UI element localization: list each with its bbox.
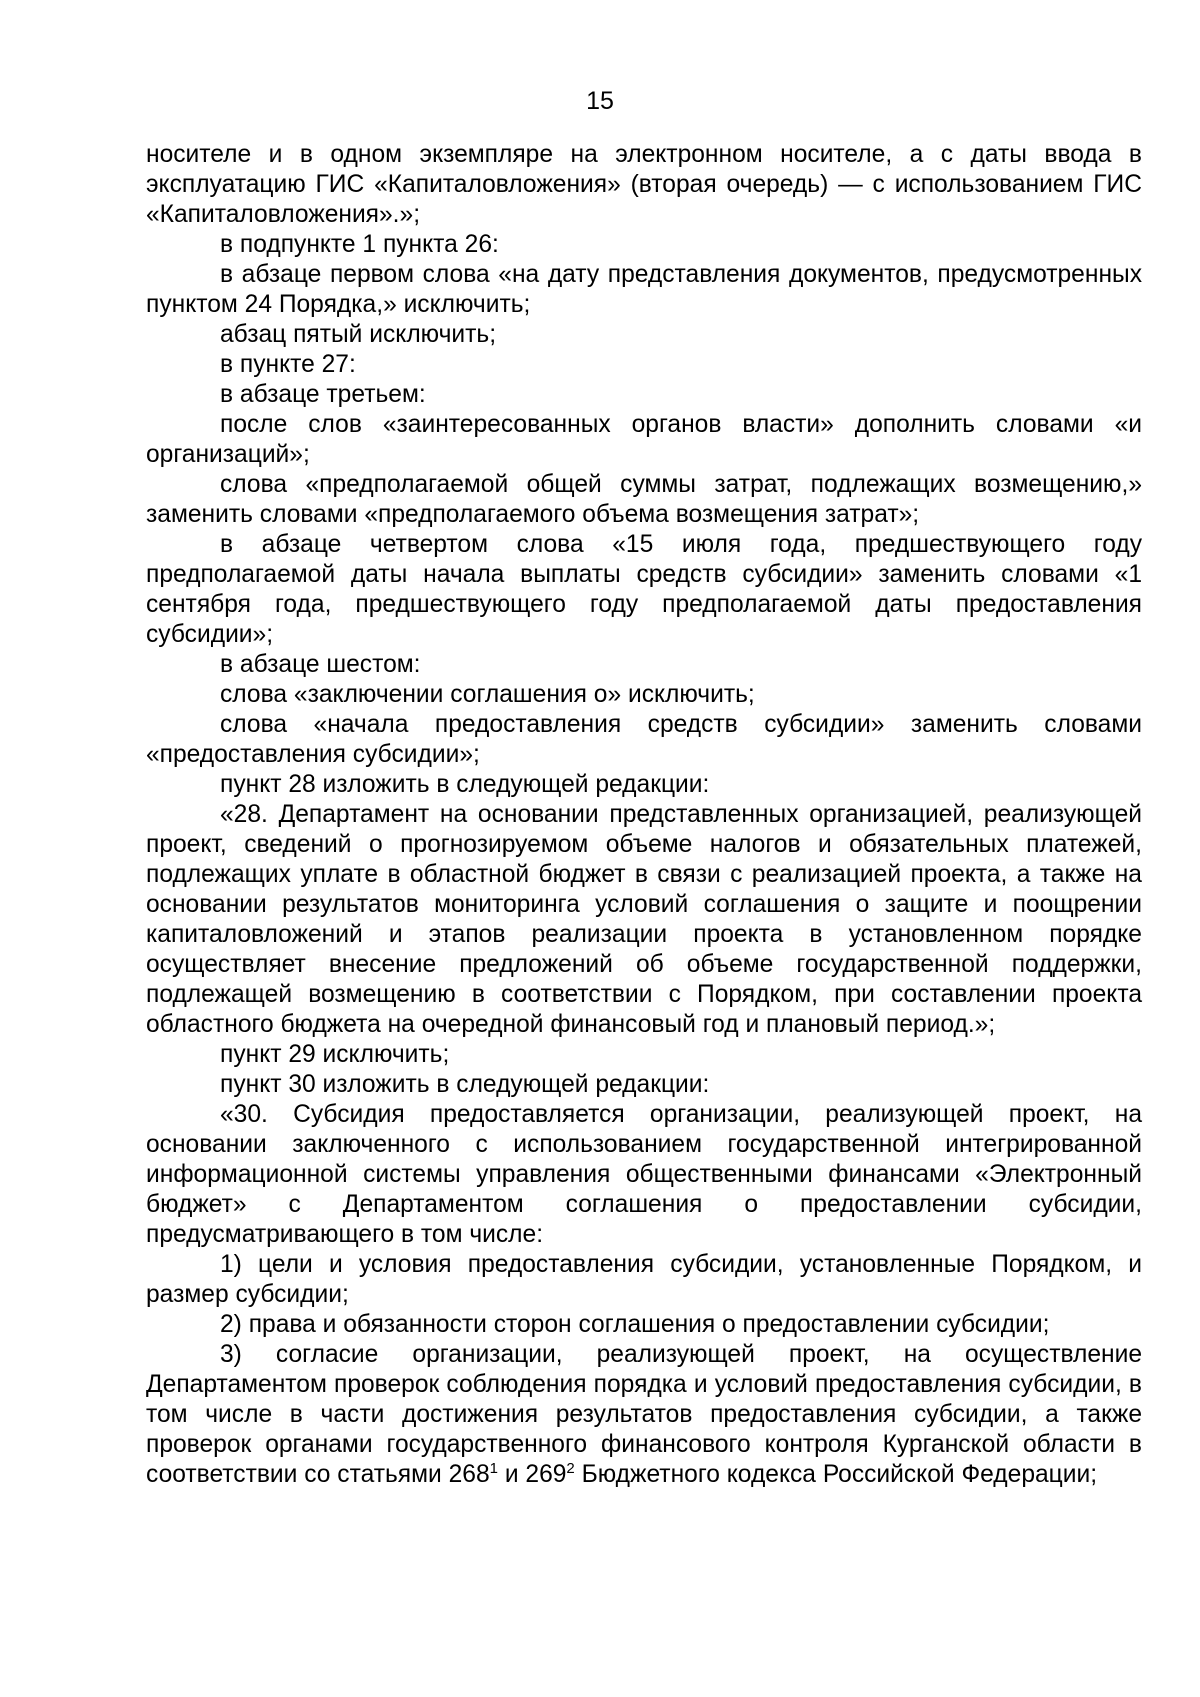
paragraph: в абзаце первом слова «на дату представления документов, предусмотренных пунктом 24 Порядка,» исключить; [146, 261, 1142, 318]
paragraph: в абзаце шестом: [220, 651, 421, 678]
paragraph: в подпункте 1 пункта 26: [220, 231, 499, 258]
page-number: 15 [586, 87, 614, 115]
superscript: 1 [489, 1460, 498, 1477]
list-item-1: 1) цели и условия предоставления субсидии, установленные Порядком, и размер субсидии; [146, 1251, 1142, 1308]
paragraph-continuation: носителе и в одном экземпляре на электронном носителе, а с даты ввода в эксплуатацию ГИС «Капиталовложения» (вторая очередь) — с использованием ГИС «Капиталовложения».»; [146, 141, 1142, 228]
paragraph: в пункте 27: [220, 351, 356, 378]
list-item-2: 2) права и обязанности сторон соглашения о предоставлении субсидии; [220, 1311, 1050, 1338]
paragraph: пункт 29 исключить; [220, 1041, 450, 1068]
paragraph: абзац пятый исключить; [220, 321, 497, 348]
list-item-3-text: и 269 [497, 1461, 567, 1488]
paragraph: слова «заключении соглашения о» исключить; [220, 681, 755, 708]
paragraph-point-28: «28. Департамент на основании представленных организацией, реализующей проект, сведений о прогнозируемом объеме налогов и обязательных платежей, подлежащих уплате в областной бюджет в связи с реализацией проекта, а также на основании результатов мониторинга условий соглашения о защите и поощрении капиталовложений и этапов реализации проекта в установленном порядке осуществляет внесение предложений об объеме государственной поддержки, подлежащей возмещению в соответствии с Порядком, при составлении проекта областного бюджета на очередной финансовый год и плановый период.»; [146, 801, 1142, 1038]
paragraph: в абзаце третьем: [220, 381, 426, 408]
list-item-3 [146, 1340, 1142, 1490]
paragraph-point-30: «30. Субсидия предоставляется организации, реализующей проект, на основании заключенного с использованием государственной интегрированной информационной системы управления общественными финансами «Электронный бюджет» с Департаментом соглашения о предоставлении субсидии, предусматривающего в том числе: [146, 1101, 1142, 1248]
list-item-3-text: Бюджетного кодекса Российской Федерации; [574, 1461, 1098, 1488]
superscript: 2 [566, 1460, 575, 1477]
document-body [146, 140, 1142, 1490]
paragraph: пункт 30 изложить в следующей редакции: [220, 1071, 710, 1098]
paragraph: слова «предполагаемой общей суммы затрат, подлежащих возмещению,» заменить словами «предполагаемого объема возмещения затрат»; [146, 471, 1142, 528]
paragraph: пункт 28 изложить в следующей редакции: [220, 771, 710, 798]
list-item-3-text: 3) согласие организации, реализующей проект, на осуществление Департаментом проверок соблюдения порядка и условий предоставления субсидии, в том числе в части достижения результатов предоставления субсидии, а также проверок органами государственного финансового контроля Курганской области в соответствии со статьями 268 [146, 1341, 1142, 1488]
paragraph: слова «начала предоставления средств субсидии» заменить словами «предоставления субсидии»; [146, 711, 1142, 768]
paragraph: в абзаце четвертом слова «15 июля года, предшествующего году предполагаемой даты начала выплаты средств субсидии» заменить словами «1 сентября года, предшествующего году предполагаемой даты предоставления субсидии»; [146, 531, 1142, 648]
paragraph: после слов «заинтересованных органов власти» дополнить словами «и организаций»; [146, 411, 1142, 468]
